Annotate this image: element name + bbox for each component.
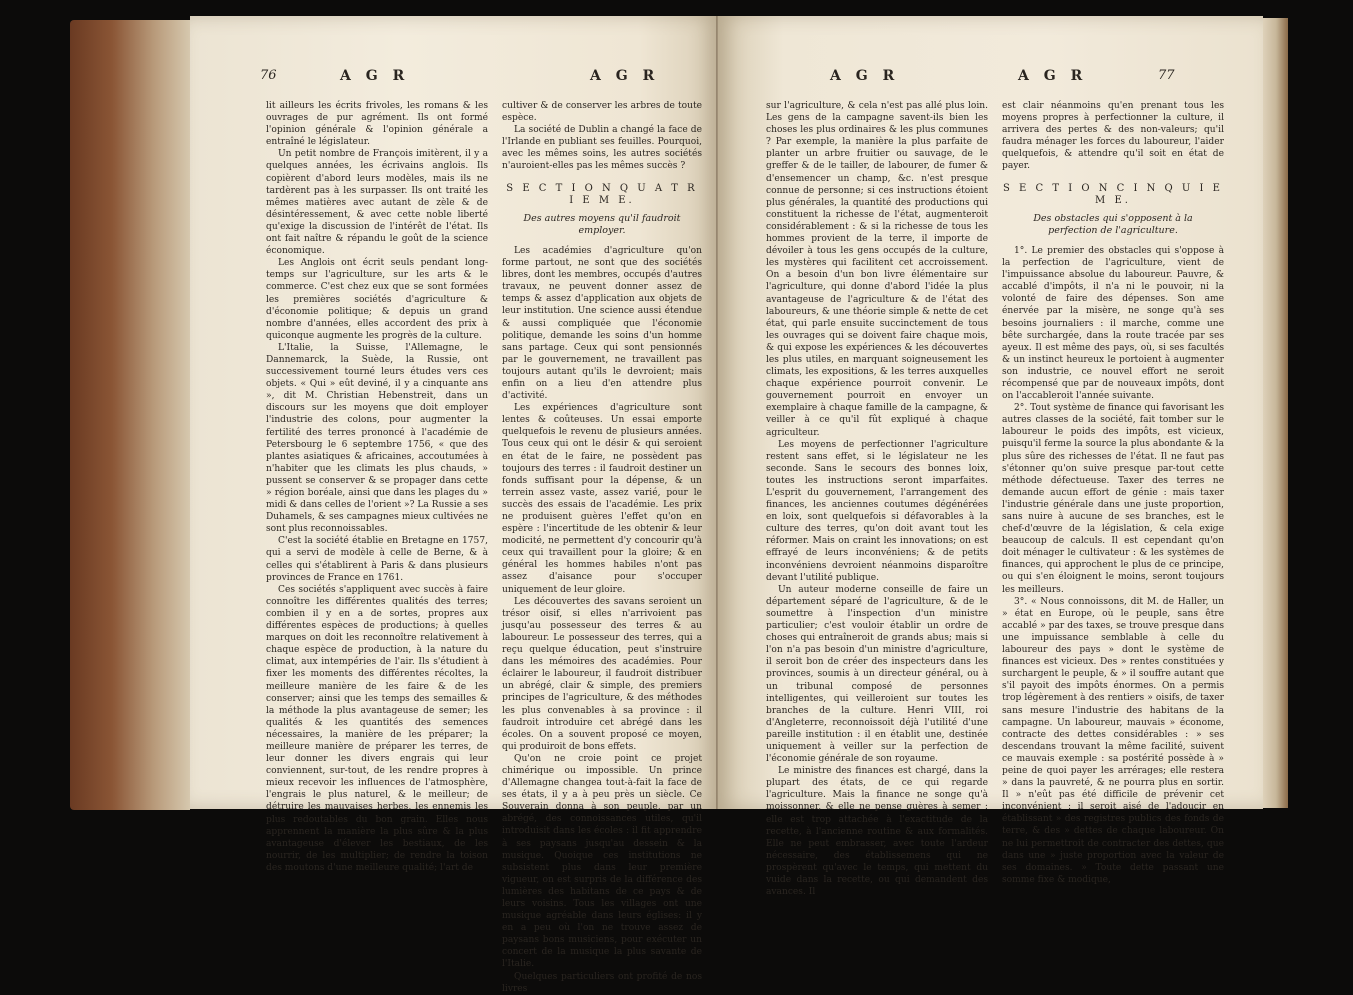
paragraph: Les Anglois ont écrit seuls pendant long-temps sur l'agriculture, sur les arts & le commerce. C'est chez eux que se sont formées les premières sociétés d'agriculture & d'économie politique; & depuis un grand nombre d'années, elles accordent des prix à quiconque augmente les progrès de la culture. (266, 258, 488, 341)
section-heading: S E C T I O N Q U A T R I E M E. (506, 182, 698, 206)
page-number-right: 77 (1158, 68, 1175, 83)
running-head-left-2: A G R (590, 68, 660, 84)
paragraph: C'est la société établie en Bretagne en 1757, qui a servi de modèle à celle de Berne, & à celles qui s'établirent à Paris & dans plusieurs provinces de France en 1761. (266, 536, 488, 583)
paragraph: est clair néanmoins qu'en prenant tous les moyens propres à perfectionner la culture, il arrivera des pertes & des non-valeurs; qu'il faudra ménager les forces du laboureur, l'aider quelquefois, & attendre qu'il soit en état de payer. (1002, 101, 1224, 172)
right-column-2 (1002, 100, 1224, 885)
section-subtitle: Des obstacles qui s'opposent à la perfection de l'agriculture. (1033, 212, 1193, 236)
paragraph: Les découvertes des savans seroient un trésor oisif, si elles n'arrivoient pas jusqu'au possesseur des terres & au laboureur. Le possesseur des terres, qui a reçu quelque éducation, peut s'instruire dans les mémoires des académies. Pour éclairer le laboureur, il faudroit distribuer un abrégé, clair & simple, des premiers principes de l'agriculture, & des méthodes les plus convenables à sa province : il faudroit introduire cet abrégé dans les écoles. On a souvent proposé ce moyen, qui produiroit de bons effets. (502, 596, 702, 752)
paragraph: Qu'on ne croie point ce projet chimérique ou impossible. Un prince d'Allemagne changea tout-à-fait la face de ses états, il y a à peu près un siècle. Ce Souverain donna à son peuple, par un abrégé, des connoissances utiles, qu'il introduisit dans les écoles : il fit apprendre à ses paysans jusqu'au dessein & la musique. Quoique ces institutions ne subsistent plus dans leur première vigueur, on est surpris de la différence des lumières des habitans de ce pays & de leurs voisins. Tous les villages ont une musique agréable dans leurs églises: il y en a peu où l'on ne trouve assez de paysans bons musiciens, pour exécuter un concert de la musique la plus savante de l'Italie. (502, 753, 702, 970)
section-subtitle: Des autres moyens qu'il faudroit employer. (523, 212, 681, 236)
right-page (718, 16, 1263, 898)
running-head-right-2: A G R (1018, 68, 1088, 84)
paragraph: Les moyens de perfectionner l'agriculture restent sans effet, si le législateur ne les seconde. Sans le secours des bonnes loix, toutes les instructions seront imparfaites. L'esprit du gouvernement, l'arrangement des finances, les anciennes coutumes dégénérées en loix, sont quelquefois si défavorables à la culture des terres, qu'on doit avant tout les réformer. Mais on craint les innovations; on est effrayé de leurs inconvéniens; & de petits inconvéniens devroient néanmoins disparoître devant l'utilité publique. (766, 439, 988, 583)
section-heading: S E C T I O N C I N Q U I E M E. (1003, 182, 1223, 206)
right-column-1 (766, 100, 988, 898)
paragraph: 3°. « Nous connoissons, dit M. de Haller, un » état en Europe, où le peuple, sans être accablé » par des taxes, se trouve presque dans une impuissance semblable à celle du laboureur des pays » dont le système de finances est vicieux. Des » rentes constituées y surchargent le peuple, & » il souffre autant que s'il payoit des impôts énormes. On a permis trop légèrement à des rentiers » oisifs, de taxer sans mesure l'industrie des habitans de la campagne. Un laboureur, mauvais » économe, contracte des dettes considérables : » ses descendans trouvant la même facilité, suivent ce mauvais exemple : sa postérité possède à » peine de quoi payer les arrérages; elle restera » dans la pauvreté, & ne pourra plus en sortir. Il » n'eût pas été difficile de prévenir cet inconvénient : il seroit aisé de l'adoucir en établissant » des registres publics des fonds de terre, & des » dettes de chaque laboureur. On ne lui permettroit de contracter des dettes, que dans une » juste proportion avec la valeur de ses domaines. » Toute dette passant une somme fixe & modique, (1002, 596, 1224, 885)
left-column-1 (266, 100, 488, 873)
paragraph: cultiver & de conserver les arbres de toute espèce. (502, 101, 702, 124)
left-column-2 (502, 100, 702, 994)
running-head-right-1: A G R (830, 68, 900, 84)
paragraph: 2°. Tout système de finance qui favorisant les autres classes de la société, fait tomber sur le laboureur le poids des impôts, est vicieux, puisqu'il ferme la source la plus abondante & la plus sûre des richesses de l'état. Il ne faut pas s'étonner qu'on suive presque par-tout cette méthode défectueuse. Taxer des terres ne demande aucun effort de génie : mais taxer l'industrie générale dans une juste proportion, sans nuire à aucune de ses branches, est le chef-d'œuvre de la législation, & cela exige beaucoup de calculs. Il est cependant qu'on doit ménager le cultivateur : & les systèmes de finances, qui approchent le plus de ce principe, ou qui s'en éloignent le moins, seront toujours les meilleurs. (1002, 403, 1224, 595)
paragraph: La société de Dublin a changé la face de l'Irlande en publiant ses feuilles. Pourquoi, avec les mêmes soins, les autres sociétés n'auroient-elles pas les mêmes succès ? (502, 125, 702, 172)
paragraph: Les expériences d'agriculture sont lentes & coûteuses. Un essai emporte quelquefois le revenu de plusieurs années. Tous ceux qui ont le désir & qui seroient en état de le faire, ne possèdent pas toujours des terres : il faudroit destiner un fonds suffisant pour la dépense, & un terrein assez vaste, assez varié, pour le succès des essais de l'académie. Les prix ne produisent guères l'effet qu'on en espère : l'incertitude de les obtenir & leur modicité, ne permettent d'y concourir qu'à ceux qui travaillent pour la gloire; & en général les hommes habiles n'ont pas assez d'aisance pour s'occuper uniquement de leur gloire. (502, 403, 702, 595)
paragraph: L'Italie, la Suisse, l'Allemagne, le Dannemarck, la Suède, la Russie, ont successivement tourné leurs études vers ces objets. « Qui » eût deviné, il y a cinquante ans », dit M. Christian Hebenstreit, dans un discours sur les moyens que doit employer l'industrie des colons, pour augmenter la fertilité des terres prononcé à l'académie de Petersbourg le 6 septembre 1756, « que des plantes asiatiques & africaines, accoutumées à n'habiter que les climats les plus chauds, » pussent se conserver & se propager dans cette » région boréale, ainsi que dans les plages du » midi & dans celles de l'orient »? La Russie a ses Duhamels, & ses campagnes mieux cultivées ne sont plus reconnoissables. (266, 342, 488, 535)
paragraph: Les académies d'agriculture qu'on forme partout, ne sont que des sociétés libres, dont les membres, occupés d'autres travaux, ne peuvent donner assez de temps & assez d'application aux objets de leur institution. Une science aussi étendue & aussi compliquée que l'économie politique, demande les soins d'un homme sans partage. Ceux qui sont pensionnés par le gouvernement, ne travaillent pas toujours autant qu'ils le devroient; mais enfin on a lieu d'en attendre plus d'activité. (502, 245, 702, 402)
paragraph: lit ailleurs les écrits frivoles, les romans & les ouvrages de pur agrément. Ils ont formé l'opinion générale & l'opinion générale a entraîné le législateur. (266, 101, 488, 148)
paragraph: 1°. Le premier des obstacles qui s'oppose à la perfection de l'agriculture, vient de l'impuissance absolue du laboureur. Pauvre, & accablé d'impôts, il n'a ni le pouvoir, ni la volonté de faire des dépenses. Son ame énervée par la misère, ne songe qu'à ses besoins journaliers : il marche, comme une bête surchargée, dans la route tracée par ses ayeux. Il est même des pays, où, si ses facultés & un instinct heureux le portoient à augmenter son industrie, ce nouvel effort ne seroit récompensé que par de nouveaux impôts, dont on l'accableroit l'année suivante. (1002, 245, 1224, 402)
paragraph: Quelques particuliers ont profité de nos livres (502, 971, 702, 994)
left-page (190, 16, 718, 994)
book-left-edge (70, 20, 190, 810)
right-page-header (718, 68, 1263, 94)
paragraph: sur l'agriculture, & cela n'est pas allé plus loin. Les gens de la campagne savent-ils bien les choses les plus ordinaires & les plus communes ? Par exemple, la manière la plus parfaite de planter un arbre fruitier ou sauvage, de le greffer & de le tailler, de labourer, de fumer & d'ensemencer un champ, &c. n'est presque connue de personne; si ces instructions étoient plus générales, la quantité des productions qui constituent la richesse de l'état, augmenteroit considérablement : & si la richesse de tous les hommes provient de la terre, il importe de dévoiler à tous les gens occupés de la culture, les mystères qui facilitent cet accroissement. On a besoin d'un bon livre élémentaire sur l'agriculture, qui donne d'abord l'idée la plus avantageuse de l'agriculture & de l'état des laboureurs, & une théorie simple & nette de cet état, qui parle ensuite succinctement de tous les ouvrages qui se doivent faire chaque mois, & qui expose les expériences & les découvertes les plus utiles, en marquant soigneusement les climats, les expositions, & les terres auxquelles chaque expérience pourroit convenir. Le gouvernement pourroit en envoyer un exemplaire à chaque famille de la campagne, & veiller à ce qu'il fût expliqué à chaque agriculteur. (766, 101, 988, 438)
paragraph: Un auteur moderne conseille de faire un département séparé de l'agriculture, & de le soumettre à l'inspection d'un ministre particulier; c'est vouloir établir un ordre de choses qui entraîneroit de grands abus; mais si l'on n'a pas besoin d'un ministre d'agriculture, il seroit bon de créer des inspecteurs dans les provinces, soumis à un directeur général, ou à un tribunal composé de personnes intelligentes, qui veilleroient sur toutes les branches de la culture. Henri VIII, roi d'Angleterre, reconnoissoit déjà l'utilité d'une pareille institution : il en établit une, destinée uniquement à veiller sur la perfection de l'économie générale de son royaume. (766, 584, 988, 765)
paragraph: Un petit nombre de François imitèrent, il y a quelques années, les écrivains anglois. Ils copièrent d'abord leurs modèles, mais ils ne tardèrent pas à les surpasser. Ils ont traité les mêmes matières avec autant de zèle & de désintéressement, & avec cette noble liberté qu'exige la discussion de l'intérêt de l'état. Ils ont fait naître & répandu le goût de la science économique. (266, 149, 488, 257)
page-number-left: 76 (260, 68, 277, 83)
paragraph: Le ministre des finances est chargé, dans la plupart des états, de ce qui regarde l'agriculture. Mais la finance ne songe qu'à moissonner, & elle ne pense guères à semer : elle est trop attachée à l'exactitude de la recette, à l'ancienne routine & aux formalités. Elle ne peut embrasser, avec toute l'ardeur nécessaire, des établissemens qui ne prospèrent qu'avec le temps, qui mettent du vuide dans la recette, ou qui demandent des avances. Il (766, 766, 988, 898)
left-page-header (190, 68, 718, 94)
running-head-left-1: A G R (340, 68, 410, 84)
paragraph: Ces sociétés s'appliquent avec succès à faire connoître les différentes qualités des terres; combien il y en a de sortes, propres aux différentes espèces de productions; à quelles marques on doit les reconnoître relativement à chaque espèce de production, à la nature du climat, aux intempéries de l'air. Ils s'étudient à fixer les moments des différentes récoltes, la meilleure manière de les faire & de les conserver; ainsi que les temps des semailles & la méthode la plus avantageuse de semer; les qualités & les quantités des semences nécessaires, la manière de les préparer; la meilleure manière de préparer les terres, de leur donner les divers engrais qui leur conviennent, sur-tout, de les rendre propres à mieux recevoir les influences de l'atmosphère, l'engrais le plus naturel, & le meilleur; de détruire les mauvaises herbes, les ennemis les plus redoutables du bon grain. Elles nous apprennent la manière la plus sûre & la plus avantageuse d'élever les bestiaux, de les nourrir, de les multiplier; de rendre la toison des moutons d'une meilleure qualité; l'art de (266, 584, 488, 873)
